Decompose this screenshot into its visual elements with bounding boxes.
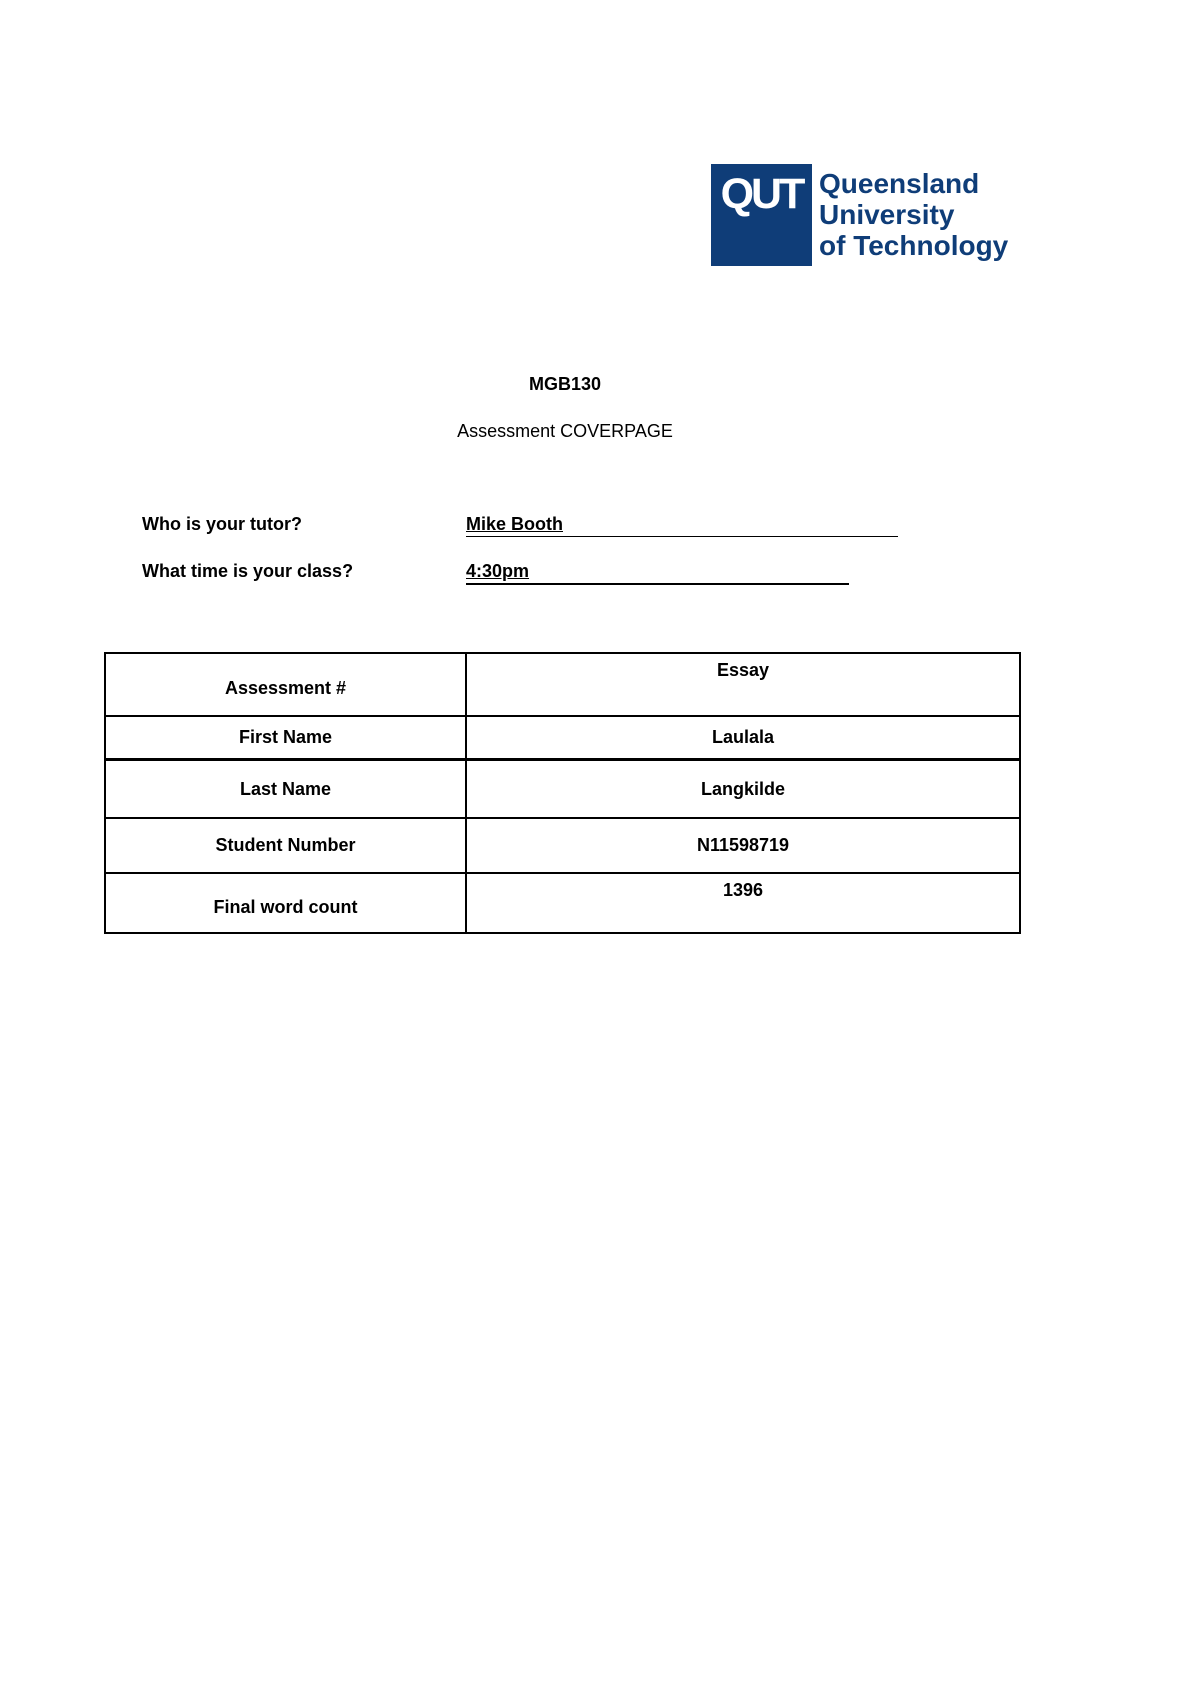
table-row-assessment: [105, 653, 1020, 716]
table-row-student-number: [105, 818, 1020, 873]
logo-line-3: of Technology: [819, 230, 1009, 261]
first-name-value: Laulala: [466, 716, 1020, 760]
tutor-answer-underline: [466, 536, 898, 537]
tutor-question-label: Who is your tutor?: [142, 514, 302, 534]
qut-logo-mark: [711, 164, 812, 266]
student-number-label: Student Number: [105, 818, 466, 873]
last-name-label: Last Name: [105, 760, 466, 819]
word-count-value: 1396: [466, 873, 1020, 933]
class-time-question-label: What time is your class?: [142, 561, 354, 581]
class-time-answer-underline: [466, 583, 849, 585]
first-name-label: First Name: [105, 716, 466, 760]
course-code: MGB130: [528, 374, 602, 394]
table-row-first-name: [105, 716, 1020, 760]
table-row-word-count: [105, 873, 1020, 933]
logo-line-2: University: [819, 199, 955, 230]
table-row-last-name: [105, 760, 1020, 819]
assessment-number-label: Assessment #: [105, 653, 466, 716]
assessment-number-value: Essay: [466, 653, 1020, 716]
qut-logo: [711, 164, 1031, 268]
qut-logo-mark-text: QUT: [720, 170, 803, 218]
qut-logo-wordmark: [819, 168, 1008, 261]
word-count-label: Final word count: [105, 873, 466, 933]
tutor-answer: Mike Booth: [466, 514, 563, 534]
last-name-value: Langkilde: [466, 760, 1020, 819]
assessment-info-table: [104, 652, 1021, 934]
page-title: Assessment COVERPAGE: [457, 421, 673, 441]
class-time-answer: 4:30pm: [466, 561, 530, 581]
logo-line-1: Queensland: [819, 168, 980, 199]
student-number-value: N11598719: [466, 818, 1020, 873]
